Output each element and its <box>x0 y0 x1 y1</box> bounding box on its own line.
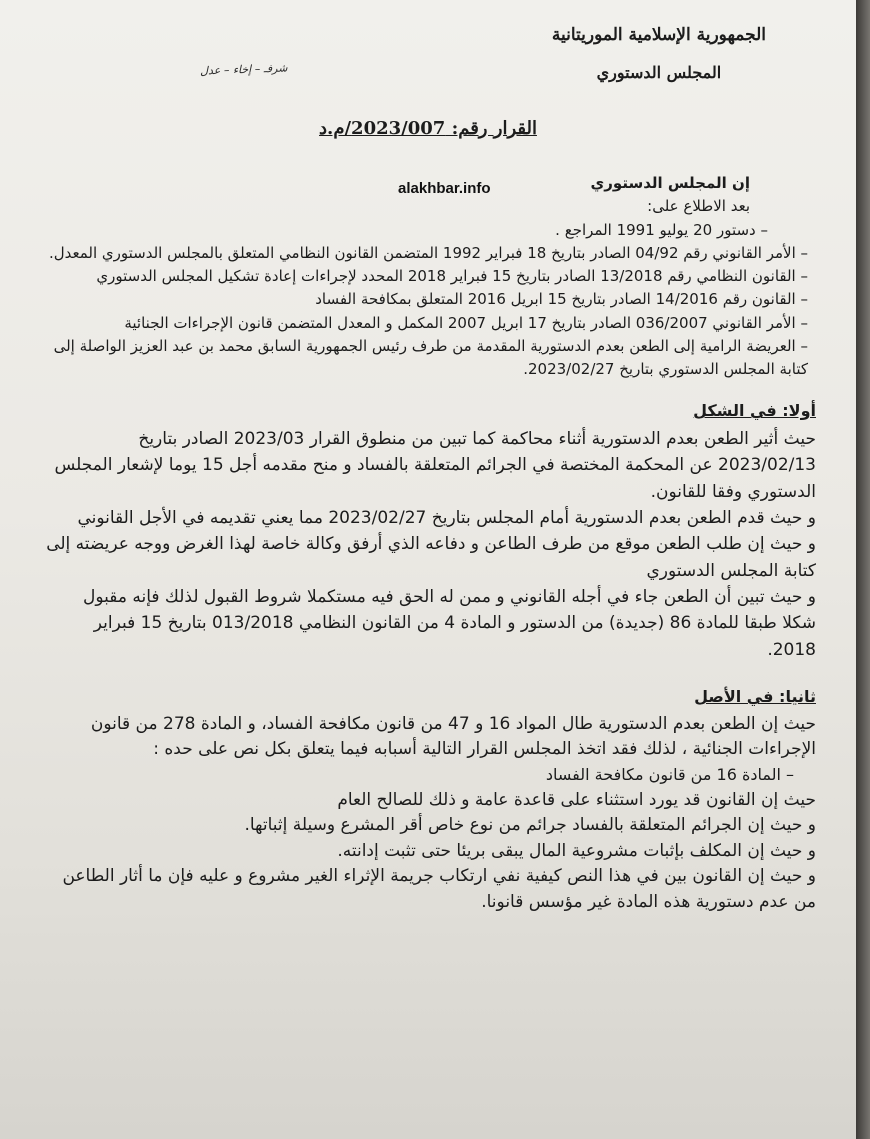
watermark-text: alakhbar.info <box>398 180 491 197</box>
republic-name: الجمهورية الإسلامية الموريتانية <box>551 25 766 45</box>
section-merits-paragraph: حيث إن القانون قد يورد استثناء على قاعدة عامة و ذلك للصالح العام <box>337 789 816 810</box>
reference-item: – دستور 20 يوليو 1991 المراجع . <box>555 220 768 239</box>
article-heading: – المادة 16 من قانون مكافحة الفساد <box>545 764 794 784</box>
reference-item: – العريضة الرامية إلى الطعن بعدم الدستورية المقدمة من طرف رئيس الجمهورية السابق محمد بن عبد العزيز الواصلة إلى كتابة المجلس الدستوري بتاريخ 2023/02/27. <box>53 336 808 378</box>
reference-item: – القانون النظامي رقم 13/2018 الصادر بتاريخ 15 فبراير 2018 المحدد لإجراءات إعادة تشكيل المجلس الدستوري <box>96 267 808 285</box>
document-body <box>46 172 816 915</box>
letterhead <box>552 22 766 86</box>
section-form-paragraph: و حيث تبين أن الطعن جاء في أجله القانوني و ممن له الحق فيه مستكملا شروط القبول لذلك فإنه مقبول شكلا طبقا للمادة 86 (جديدة) من الدستور و المادة 4 من القانون النظامي 013/2018 بتاريخ 15 فبراير 2018. <box>82 587 816 660</box>
opening-line-review: بعد الاطلاع على: <box>647 197 750 216</box>
motto-handwritten: شرفـ – إخاء – عدل <box>199 61 288 78</box>
section-merits-title: ثانيا: في الأصل <box>694 687 816 707</box>
decision-title: القرار رقم: 2023/007/م.د <box>319 118 537 139</box>
reference-item: – الأمر القانوني رقم 04/92 الصادر بتاريخ 18 فبراير 1992 المتضمن القانون النظامي المتعلق بالمجلس الدستوري المعدل. <box>48 243 808 262</box>
section-merits-paragraph: و حيث إن القانون بين في هذا النص كيفية نفي ارتكاب جريمة الإثراء الغير مشروع و عليه فإن ما أثار الطاعن من عدم دستورية هذه المادة غير مؤسس قانونا. <box>62 866 816 912</box>
section-form-title: أولا: في الشكل <box>693 401 816 421</box>
reference-item: – الأمر القانوني 036/2007 الصادر بتاريخ 17 ابريل 2007 المكمل و المعدل المتضمن قانون الإجراءات الجنائية <box>124 313 808 332</box>
background-edge <box>856 0 870 1139</box>
opening-line-council: إن المجلس الدستوري <box>590 174 750 192</box>
section-merits-paragraph: و حيث إن المكلف بإثبات مشروعية المال يبقى بريئا حتى تثبت إدانته. <box>337 840 816 861</box>
section-form-paragraph: حيث أثير الطعن بعدم الدستورية أثناء محاكمة كما تبين من منطوق القرار 2023/03 الصادر بتاريخ 2023/02/13 عن المحكمة المختصة في الجرائم المتعلقة بالفساد و منح مقدمه أجل 15 يوما لإشعار المجلس الدستوري وفقا للقانون. <box>54 429 816 502</box>
section-merits-intro: حيث إن الطعن بعدم الدستورية طال المواد 16 و 47 من قانون مكافحة الفساد، و المادة 278 من قانون الإجراءات الجنائية ، لذلك فقد اتخذ المجلس القرار التالية أسبابه فيما يتعلق بكل نص على حده : <box>90 713 816 760</box>
section-form-paragraph: و حيث إن طلب الطعن موقع من طرف الطاعن و دفاعه الذي أرفق وكالة خاصة لهذا الغرض ووجه عريضته إلى كتابة المجلس الدستوري <box>46 534 816 581</box>
section-merits-paragraph: و حيث إن الجرائم المتعلقة بالفساد جرائم من نوع خاص أقر المشرع وسيلة إثباتها. <box>244 815 816 836</box>
section-merits <box>46 685 816 915</box>
section-form <box>46 399 816 663</box>
references-list <box>46 219 816 382</box>
opening <box>46 172 816 219</box>
section-form-paragraph: و حيث قدم الطعن بعدم الدستورية أمام المجلس بتاريخ 2023/02/27 مما يعني تقديمه في الأجل القانوني <box>77 508 816 529</box>
council-name: المجلس الدستوري <box>596 63 722 82</box>
reference-item: – القانون رقم 14/2016 الصادر بتاريخ 15 ابريل 2016 المتعلق بمكافحة الفساد <box>315 290 808 309</box>
